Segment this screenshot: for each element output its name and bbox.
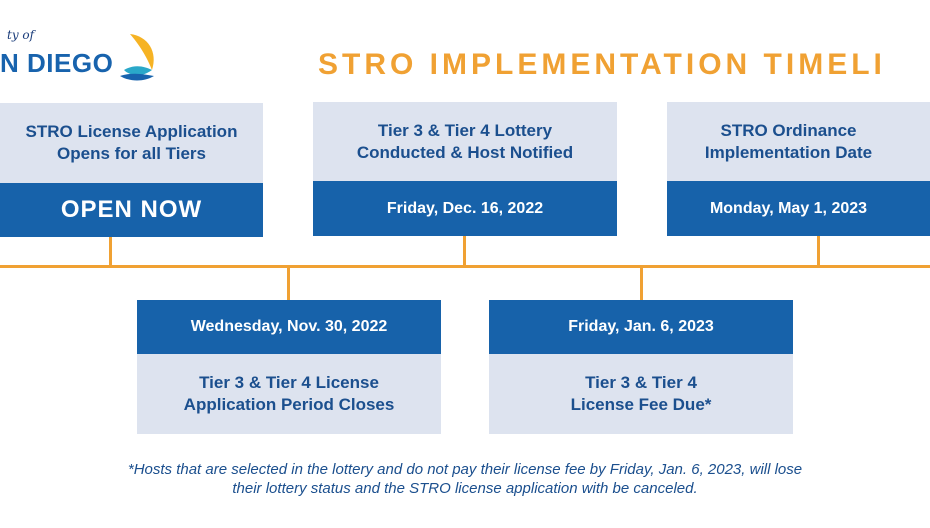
logo-san-diego-text: N DIEGO (0, 48, 114, 78)
event-date: Wednesday, Nov. 30, 2022 (137, 300, 441, 354)
footnote (0, 460, 930, 498)
event-card-fee-due (489, 300, 793, 434)
footnote-line: *Hosts that are selected in the lottery and do not pay their license fee by Friday, Jan. 6, 2023, will lose (127, 461, 803, 478)
event-description (0, 103, 263, 183)
event-date: Friday, Dec. 16, 2022 (313, 181, 617, 236)
timeline-connector-top-3 (817, 236, 820, 267)
event-line: Tier 3 & Tier 4 (585, 373, 697, 392)
event-description (313, 102, 617, 181)
page-title: STRO IMPLEMENTATION TIMELI (318, 48, 886, 81)
event-card-license-opens (0, 103, 263, 237)
event-line: Application Period Closes (183, 395, 395, 414)
event-date: Monday, May 1, 2023 (667, 181, 930, 236)
event-card-lottery (313, 102, 617, 236)
event-description (489, 354, 793, 434)
city-logo (0, 26, 170, 86)
event-date: Friday, Jan. 6, 2023 (489, 300, 793, 354)
footnote-line: their lottery status and the STRO license application with be canceled. (232, 480, 698, 497)
logo-city-of-text: ty of (7, 28, 35, 42)
timeline-connector-top-2 (463, 236, 466, 267)
timeline-connector-bottom-1 (287, 266, 290, 301)
event-line: Tier 3 & Tier 4 Lottery (377, 120, 553, 140)
event-line: Conducted & Host Notified (356, 142, 574, 162)
event-card-application-closes (137, 300, 441, 434)
timeline-connector-top-1 (109, 236, 112, 267)
event-line: Tier 3 & Tier 4 License (199, 373, 379, 392)
event-card-ordinance (667, 102, 930, 236)
event-line: STRO Ordinance (720, 120, 857, 140)
event-line: License Fee Due* (570, 395, 712, 414)
event-description (667, 102, 930, 181)
event-line: STRO License Application (25, 122, 238, 141)
event-description (137, 354, 441, 434)
timeline-connector-bottom-2 (640, 266, 643, 301)
event-date: OPEN NOW (0, 183, 263, 237)
event-line: Opens for all Tiers (57, 144, 206, 163)
event-line: Implementation Date (704, 142, 873, 162)
sun-wave-icon (118, 30, 162, 82)
